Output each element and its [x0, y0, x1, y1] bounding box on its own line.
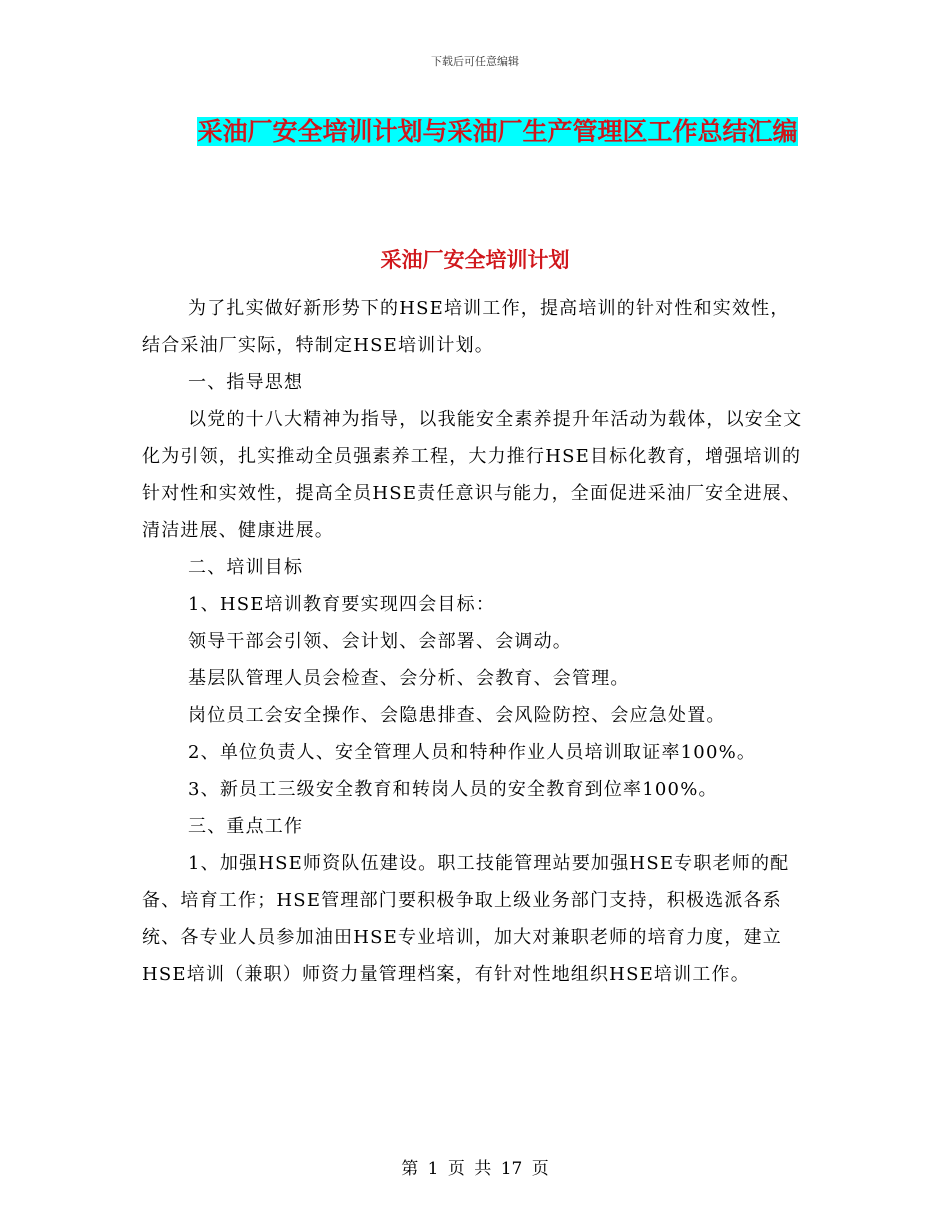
paragraph-goal-1: 1、HSE培训教育要实现四会目标：: [188, 594, 496, 615]
paragraph-guiding-thought: 以党的十八大精神为指导，以我能安全素养提升年活动为载体，以安全文化为引领，扎实推动全员强素养工程，大力推行HSE目标化教育，增强培训的针对性和实效性，提高全员HSE责任意识与能力，全面促进采油厂安全进展、清洁进展、健康进展。: [142, 409, 803, 541]
paragraph-goal-3: 3、新员工三级安全教育和转岗人员的安全教育到位率100%。: [188, 779, 718, 800]
document-title: [190, 108, 805, 156]
section-title: 采油厂安全培训计划: [380, 248, 570, 272]
document-title-text: 采油厂安全培训计划与采油厂生产管理区工作总结汇编: [197, 117, 798, 146]
paragraph-goal-staff: 岗位员工会安全操作、会隐患排查、会风险防控、会应急处置。: [188, 705, 726, 726]
paragraph-goal-managers: 基层队管理人员会检查、会分析、会教育、会管理。: [188, 668, 630, 689]
header-note: 下载后可任意编辑: [431, 55, 519, 68]
paragraph-intro: 为了扎实做好新形势下的HSE培训工作，提高培训的针对性和实效性，结合采油厂实际，特制定HSE培训计划。: [142, 298, 790, 356]
page-footer: 第 1 页 共 17 页: [401, 1159, 549, 1179]
paragraph-key-work-1: 1、加强HSE师资队伍建设。职工技能管理站要加强HSE专职老师的配备、培育工作；HSE管理部门要积极争取上级业务部门支持，积极选派各系统、各专业人员参加油田HSE专业培训，加大对兼职老师的培育力度，建立HSE培训（兼职）师资力量管理档案，有针对性地组织HSE培训工作。: [142, 853, 790, 985]
heading-training-goals: 二、培训目标: [188, 557, 304, 578]
paragraph-goal-2: 2、单位负责人、安全管理人员和特种作业人员培训取证率100%。: [188, 742, 757, 763]
heading-key-work: 三、重点工作: [188, 816, 304, 837]
heading-guiding-thought: 一、指导思想: [188, 372, 304, 393]
document-body: [142, 290, 808, 993]
paragraph-goal-leaders: 领导干部会引领、会计划、会部署、会调动。: [188, 631, 572, 652]
